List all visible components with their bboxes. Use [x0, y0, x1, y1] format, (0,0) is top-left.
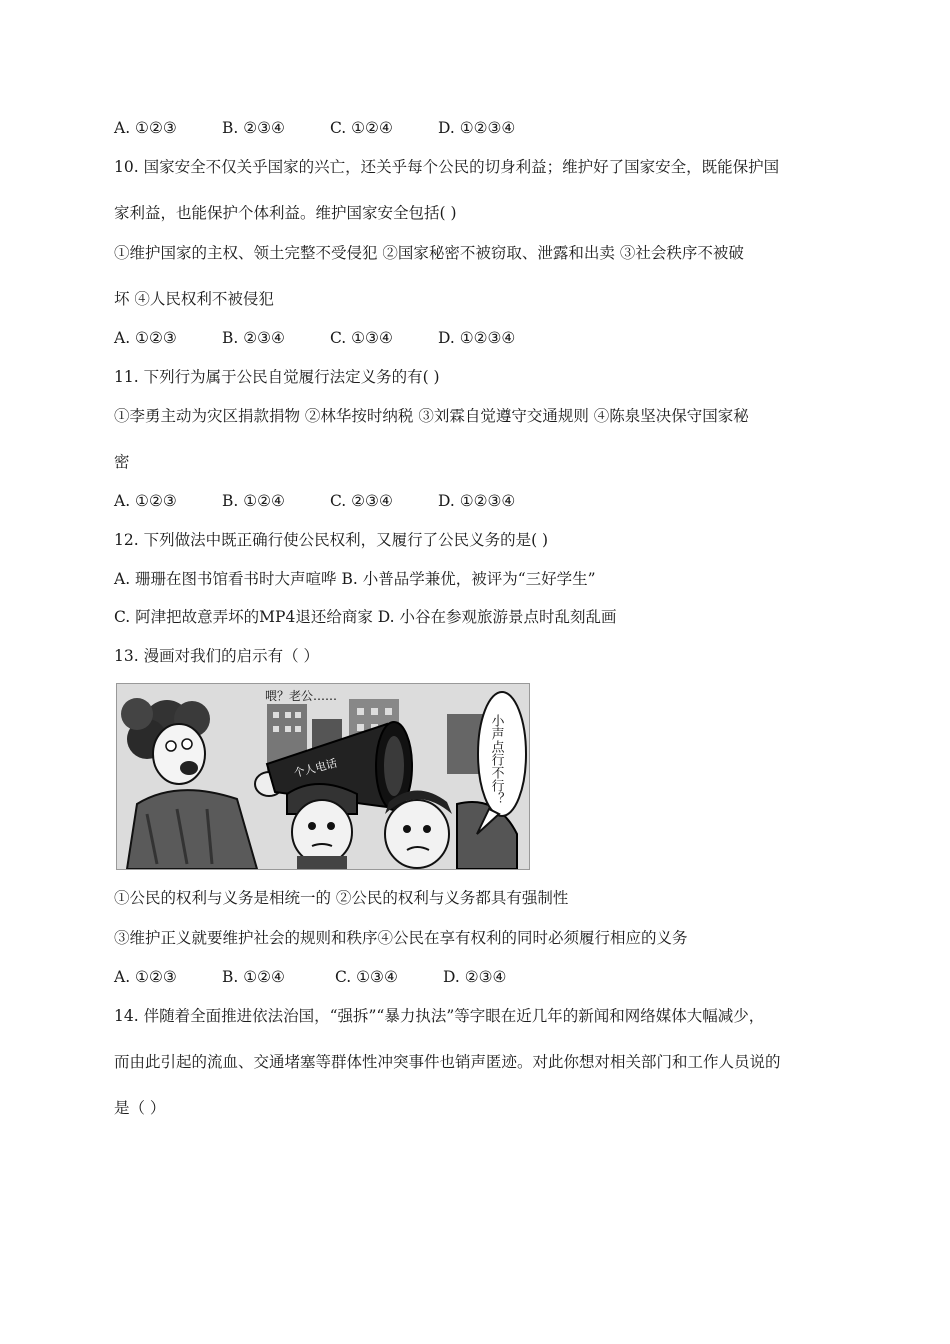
- q10-options: [114, 328, 515, 348]
- q11-options: [114, 491, 515, 511]
- q13-option-a: A. ①②③: [114, 968, 177, 986]
- q12-options-cd: C. 阿津把故意弄坏的MP4退还给商家 D. 小谷在参观旅游景点时乱刻乱画: [114, 608, 617, 626]
- q12-options-ab: A. 珊珊在图书馆看书时大声喧哗 B. 小普品学兼优，被评为“三好学生”: [114, 570, 596, 588]
- q12-stem: 12. 下列做法中既正确行使公民权利，又履行了公民义务的是( ): [114, 531, 549, 549]
- q10-items-line1: ①维护国家的主权、领土完整不受侵犯 ②国家秘密不被窃取、泄露和出卖 ③社会秩序不被破: [114, 244, 744, 262]
- q14-stem-line2: 而由此引起的流血、交通堵塞等群体性冲突事件也销声匿迹。对此你想对相关部门和工作人员说的: [114, 1053, 781, 1071]
- q13-items-line2: ③维护正义就要维护社会的规则和秩序④公民在享有权利的同时必须履行相应的义务: [114, 929, 688, 947]
- q14-stem-line3: 是（ ）: [114, 1099, 166, 1117]
- q9-option-a: A. ①②③: [114, 119, 177, 137]
- q9-options: [114, 118, 515, 138]
- q10-option-c: C. ①③④: [330, 329, 393, 347]
- speech-bubble-right-text: 小声点行不行？: [488, 714, 504, 805]
- q11-option-b: B. ①②④: [222, 492, 285, 510]
- q13-option-b: B. ①②④: [222, 968, 285, 986]
- q10-option-b: B. ②③④: [222, 329, 285, 347]
- q9-option-c: C. ①②④: [330, 119, 393, 137]
- q13-items-line1: ①公民的权利与义务是相统一的 ②公民的权利与义务都具有强制性: [114, 889, 569, 907]
- q11-option-a: A. ①②③: [114, 492, 177, 510]
- q13-options: [114, 967, 506, 987]
- q10-stem-line1: 10. 国家安全不仅关乎国家的兴亡，还关乎每个公民的切身利益；维护好了国家安全，既能保护国: [114, 158, 780, 176]
- q11-option-d: D. ①②③④: [438, 492, 516, 510]
- q9-option-d: D. ①②③④: [438, 119, 516, 137]
- megaphone-label: 个人电话: [292, 756, 339, 780]
- q13-option-d: D. ②③④: [443, 968, 507, 986]
- q14-stem-line1: 14. 伴随着全面推进依法治国，“强拆”“暴力执法”等字眼在近几年的新闻和网络媒体大幅减少，: [114, 1007, 765, 1025]
- speech-bubble-top: 喂？老公……: [265, 689, 338, 703]
- q10-items-line2: 坏 ④人民权利不被侵犯: [114, 290, 274, 308]
- q13-option-c: C. ①③④: [335, 968, 398, 986]
- q10-option-d: D. ①②③④: [438, 329, 516, 347]
- q11-items-line2: 密: [114, 453, 130, 471]
- q13-stem: 13. 漫画对我们的启示有（ ）: [114, 647, 320, 665]
- q9-option-b: B. ②③④: [222, 119, 285, 137]
- q13-cartoon-image: [116, 683, 530, 870]
- q10-stem-line2: 家利益，也能保护个体利益。维护国家安全包括( ): [114, 204, 457, 222]
- q11-stem: 11. 下列行为属于公民自觉履行法定义务的有( ): [114, 368, 440, 386]
- q11-items-line1: ①李勇主动为灾区捐款捐物 ②林华按时纳税 ③刘霖自觉遵守交通规则 ④陈泉坚决保守国家秘: [114, 407, 749, 425]
- q10-option-a: A. ①②③: [114, 329, 177, 347]
- q11-option-c: C. ②③④: [330, 492, 393, 510]
